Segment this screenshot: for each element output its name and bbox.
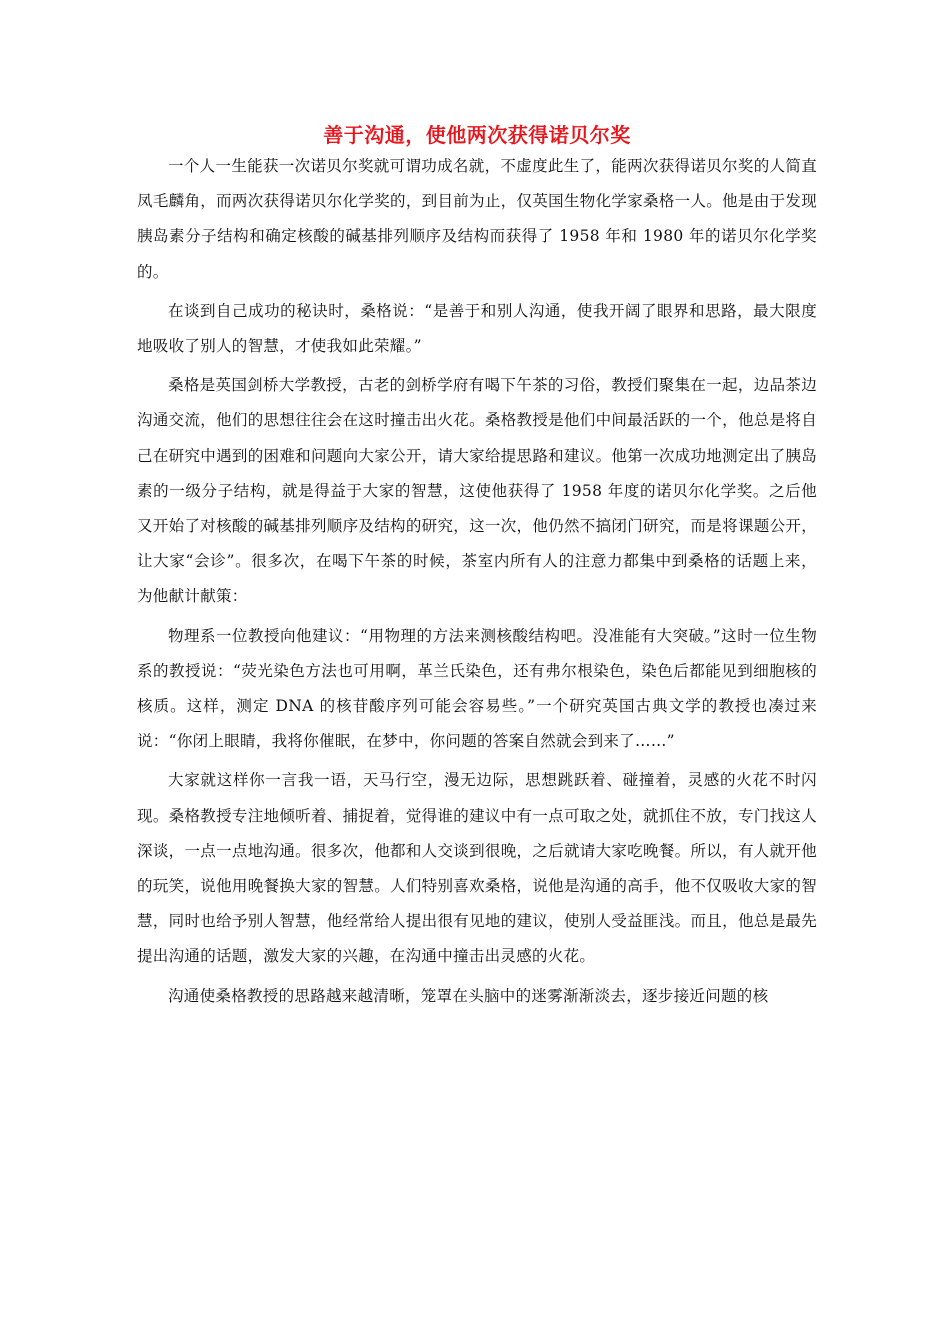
paragraph-suggestions: 物理系一位教授向他建议：“用物理的方法来测核酸结构吧。没准能有大突破。”这时一位生物系的教授说：“荧光染色方法也可用啊，革兰氏染色，还有弗尔根染色，染色后都能见到细胞核的核质。这样，测定 DNA 的核苷酸序列可能会容易些。”一个研究英国古典文学的教授也凑过来说：“你闭上眼睛，我将你催眠，在梦中，你问题的答案自然就会到来了……”: [137, 626, 817, 751]
paragraph-intro: 一个人一生能获一次诺贝尔奖就可谓功成名就，不虚度此生了，能两次获得诺贝尔奖的人简直凤毛麟角，而两次获得诺贝尔化学奖的，到目前为止，仅英国生物化学家桑格一人。他是由于发现胰岛素分子结构和确定核酸的碱基排列顺序及结构而获得了 1958 年和 1980 年的诺贝尔化学奖的。: [137, 157, 817, 281]
document-title: 善于沟通，使他两次获得诺贝尔奖: [323, 123, 631, 147]
document-page: [137, 122, 817, 1014]
paragraph-brainstorm: 大家就这样你一言我一语，天马行空，漫无边际，思想跳跃着、碰撞着，灵感的火花不时闪现。桑格教授专注地倾听着、捕捉着，觉得谁的建议中有一点可取之处，就抓住不放，专门找这人深谈，一点一点地沟通。很多次，他都和人交谈到很晚，之后就请大家吃晚餐。所以，有人就开他的玩笑，说他用晚餐换大家的智慧。人们特别喜欢桑格，说他是沟通的高手，他不仅吸收大家的智慧，同时也给予别人智慧，他经常给人提出很有见地的建议，使别人受益匪浅。而且，他总是最先提出沟通的话题，激发大家的兴趣，在沟通中撞击出灵感的火花。: [137, 771, 817, 966]
paragraph-secret: 在谈到自己成功的秘诀时，桑格说：“是善于和别人沟通，使我开阔了眼界和思路，最大限度地吸收了别人的智慧，才使我如此荣耀。”: [137, 301, 817, 356]
paragraph-clarity: 沟通使桑格教授的思路越来越清晰，笼罩在头脑中的迷雾渐渐淡去，逐步接近问题的核: [168, 986, 769, 1005]
paragraph-cambridge-tea: 桑格是英国剑桥大学教授，古老的剑桥学府有喝下午茶的习俗，教授们聚集在一起，边品茶边沟通交流，他们的思想往往会在这时撞击出火花。桑格教授是他们中间最活跃的一个，他总是将自己在研究中遇到的困难和问题向大家公开，请大家给提思路和建议。他第一次成功地测定出了胰岛素的一级分子结构，就是得益于大家的智慧，这使他获得了 1958 年度的诺贝尔化学奖。之后他又开始了对核酸的碱基排列顺序及结构的研究，这一次，他仍然不搞闭门研究，而是将课题公开，让大家“会诊”。很多次，在喝下午茶的时候，茶室内所有人的注意力都集中到桑格的话题上来，为他献计献策：: [137, 376, 817, 606]
